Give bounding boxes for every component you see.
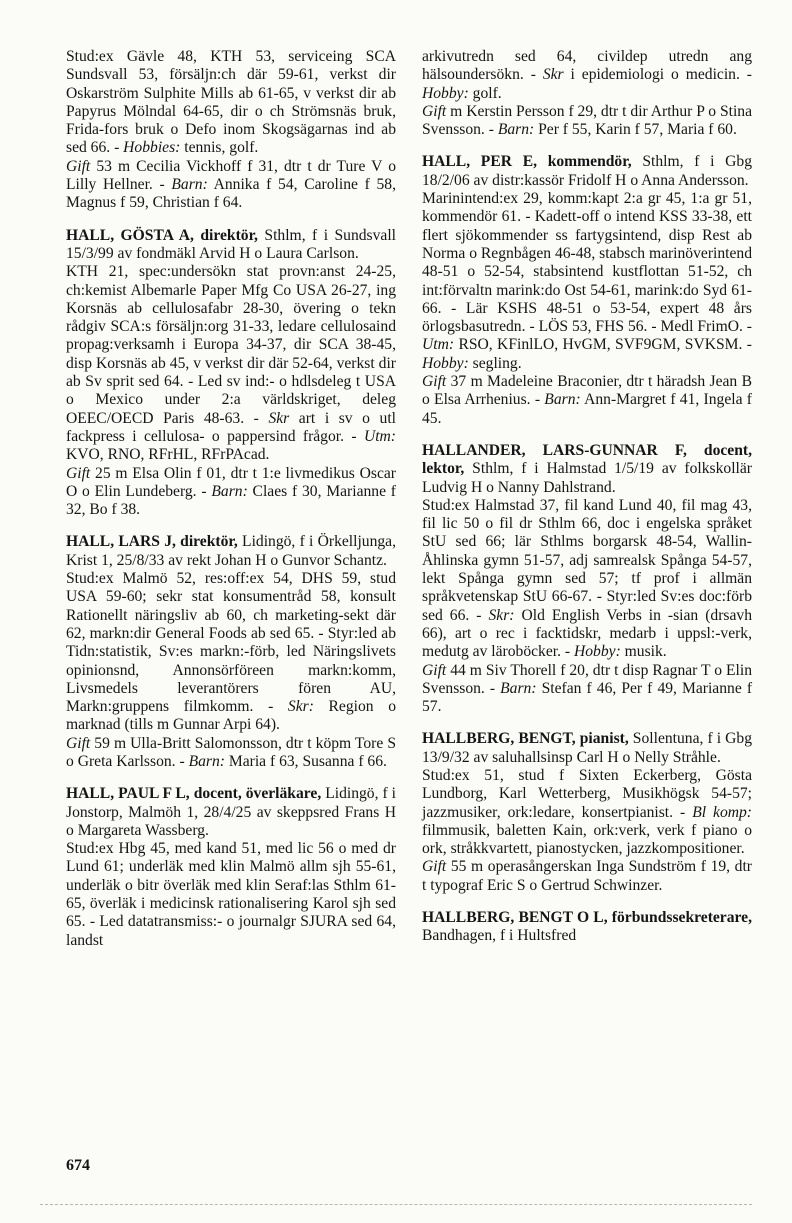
gift-text: 44 m Siv Thorell f 20, dtr t disp Ragnar T o Elin Svensson. - bbox=[422, 661, 752, 697]
entry-hall-paul-continued bbox=[422, 48, 752, 139]
hobby-label: Hobby: bbox=[422, 354, 469, 372]
barn-text: Maria f 63, Susanna f 66. bbox=[224, 752, 387, 770]
gift-label: Gift bbox=[422, 373, 447, 391]
hobby-text: tennis, golf. bbox=[180, 139, 259, 157]
entry-body bbox=[422, 48, 752, 103]
entry-body bbox=[422, 497, 752, 662]
entry-body bbox=[422, 767, 752, 858]
entry-family bbox=[66, 465, 396, 520]
entry-text: Stud:ex Hbg 45, med kand 51, med lic 56 o med dr Lund 61; underläk med klin Malmö allm sjh 55-61, underläk o bitr överläk med klin Seraf:las Sthlm 61-65, överläk i medicinsk rationalisering Karol sjh sed 65. - Led datatransmiss:- o journalgr SJURA sed 64, landst bbox=[66, 840, 396, 949]
barn-text: Claes f 30, Marianne f 32, Bo f 38. bbox=[66, 482, 396, 519]
barn-label: Barn: bbox=[497, 121, 535, 139]
gift-label: Gift bbox=[422, 858, 447, 876]
entry-name: HALLANDER, LARS-GUNNAR F, docent, lektor, bbox=[422, 441, 752, 478]
page-number: 674 bbox=[66, 1157, 90, 1174]
gift-text: m Kerstin Persson f 29, dtr t dir Arthur P o Stina Svensson. - bbox=[422, 102, 752, 139]
utm-text: KVO, RNO, RFrHL, RFrPAcad. bbox=[66, 446, 270, 464]
barn-label: Barn: bbox=[544, 391, 581, 409]
entry-name: HALLBERG, BENGT O L, förbundssekreterare, bbox=[422, 909, 752, 927]
entry-header bbox=[422, 153, 752, 190]
gift-text: 53 m Cecilia Vickhoff f 31, dtr t dr Ture V o Lilly Hellner. - bbox=[66, 157, 396, 194]
skr-text: Old English Verbs in -sian (drsavh 66), art o rec i facktidskr, medarb i uppsl:-verk, medutg av läroböcker. - bbox=[422, 606, 752, 661]
entry-name: HALL, PAUL F L, docent, överläkare, bbox=[66, 785, 322, 803]
gift-text: 25 m Elsa Olin f 01, dtr t 1:e livmedikus Oscar O o Elin Lundeberg. - bbox=[66, 464, 396, 500]
entry-hallberg-bengt bbox=[422, 730, 752, 895]
bottom-divider bbox=[40, 1204, 752, 1205]
hobby-text: musik. bbox=[620, 643, 667, 661]
entry-text: KTH 21, spec:undersökn stat provn:anst 24-25, ch:kemist Albemarle Paper Mfg Co USA 26-27, ing Korsnäs ab cellulosafabr 28-30, övering o tekn rådgiv SCA:s försäljn:org 31-33, ledare cellulosaind propag:verksamh i Europa 34-37, dir SCA 38-45, disp Korsnäs ab 45, v verkst dir där 52-64, verkst dir ab Sv sprit sed 64. - Led sv ind:- o hdlsdeleg t USA o Mexico under 2:a världskriget, deleg OEEC/OECD Paris 48-63. - bbox=[66, 263, 396, 427]
entry-header bbox=[66, 227, 396, 264]
entry-hallander-lars-gunnar bbox=[422, 442, 752, 716]
entry-intro: Sthlm, f i Halmstad 1/5/19 av folkskollär Ludvig H o Nanny Dahlstrand. bbox=[422, 460, 752, 496]
entry-text: Stud:ex 51, stud f Sixten Eckerberg, Gösta Lundborg, Karl Wetterberg, Musikhögsk 54-57; jazzmusiker, ork:ledare, konsertpianist. - bbox=[422, 766, 752, 821]
entry-body bbox=[422, 190, 752, 373]
entry-family bbox=[422, 373, 752, 428]
entry-text: Stud:ex Malmö 52, res:off:ex 54, DHS 59, stud USA 59-60; sekr stat konsumentråd 58, konsult Rationellt näringsliv ab 60, ch marketing-sekt där 62, markn:dir General Foods ab sed 65. - Styr:led ab Tidn:statistik, Sv:es markn:-förb, led Näringslivets opinionsnd, Annonsörföreen markn:komm, Livsmedels leverantörers fören AU, Markn:gruppens filmkomm. - bbox=[66, 570, 396, 716]
entry-header bbox=[422, 442, 752, 497]
entry-family bbox=[422, 858, 752, 895]
skr-label: Skr bbox=[268, 409, 290, 427]
barn-text: Ann-Margret f 41, Ingela f 45. bbox=[422, 391, 752, 427]
entry-body bbox=[66, 48, 396, 158]
skr-text: art i sv o utl fackpress i cellulosa- o pappersind frågor. - bbox=[66, 409, 396, 445]
entry-hallberg-bengt-o-l bbox=[422, 909, 752, 946]
barn-text: Stefan f 46, Per f 49, Marianne f 57. bbox=[422, 679, 753, 716]
entry-hall-gosta bbox=[66, 227, 396, 520]
entry-intro: Lidingö, f i Örkelljunga, Krist 1, 25/8/33 av rekt Johan H o Gunvor Schantz. bbox=[66, 533, 396, 569]
komp-text: filmmusik, baletten Kain, ork:verk, verk f piano o ork, stråkkvartett, pianostycken, jazzkompositioner. bbox=[422, 821, 752, 858]
gift-label: Gift bbox=[422, 102, 447, 120]
barn-label: Barn: bbox=[500, 679, 537, 697]
entry-body bbox=[66, 840, 396, 950]
entry-intro: Sthlm, f i Sundsvall 15/3/99 av fondmäkl Arvid H o Laura Carlson. bbox=[66, 226, 397, 262]
left-column bbox=[66, 48, 396, 964]
komp-label: Bl komp: bbox=[692, 803, 752, 821]
skr-text: i epidemiologi o medicin. - bbox=[563, 66, 752, 84]
barn-label: Barn: bbox=[188, 752, 225, 770]
gift-label: Gift bbox=[66, 734, 91, 752]
gift-label: Gift bbox=[422, 661, 447, 679]
entry-body bbox=[66, 263, 396, 464]
barn-text: Per f 55, Karin f 57, Maria f 60. bbox=[534, 121, 737, 139]
barn-label: Barn: bbox=[171, 176, 208, 194]
gift-text: 59 m Ulla-Britt Salomonsson, dtr t köpm Tore S o Greta Karlsson. - bbox=[66, 734, 396, 770]
entry-hall-per bbox=[422, 153, 752, 427]
barn-text: Annika f 54, Caroline f 58, Magnus f 59, Christian f 64. bbox=[66, 176, 396, 212]
gift-label: Gift bbox=[66, 157, 91, 175]
entry-intro: Sthlm, f i Gbg 18/2/06 av distr:kassör Fridolf H o Anna Andersson. bbox=[422, 153, 752, 189]
gift-text: 55 m operasångerskan Inga Sundström f 19, dtr t typograf Eric S o Gertrud Schwinzer. bbox=[422, 858, 752, 894]
entry-hall-lars bbox=[66, 533, 396, 771]
entry-family bbox=[422, 662, 752, 717]
entry-intro: Sollentuna, f i Gbg 13/9/32 av saluhallsinsp Carl H o Nelly Stråhle. bbox=[422, 730, 752, 766]
skr-text: Region o marknad (tills m Gunnar Arpi 64). bbox=[66, 698, 396, 734]
entry-text: Stud:ex Halmstad 37, fil kand Lund 40, fil mag 43, fil lic 50 o fil dr Sthlm 66, doc i engelska språket StU sed 66; lär Sthlms borgarsk 48-54, Wallin-Åhlinska gymn 51-57, adj samrealsk Spånga 54-57, lekt Spånga gymn sed 57; tf prof i allmän språkvetenskap StU 66-67. - Styr:led Sv:es doc:förb sed 66. - bbox=[422, 496, 752, 624]
entry-family bbox=[66, 735, 396, 772]
entry-hall-continued bbox=[66, 48, 396, 213]
gift-label: Gift bbox=[66, 464, 91, 482]
hobby-text: golf. bbox=[468, 84, 502, 102]
entry-header bbox=[66, 533, 396, 570]
barn-label: Barn: bbox=[211, 482, 248, 500]
entry-name: HALLBERG, BENGT, pianist, bbox=[422, 730, 629, 748]
utm-label: Utm: bbox=[422, 336, 455, 354]
skr-label: Skr: bbox=[488, 606, 515, 624]
entry-header bbox=[66, 785, 396, 840]
entry-body bbox=[66, 570, 396, 735]
skr-label: Skr: bbox=[287, 698, 314, 716]
entry-text: arkivutredn sed 64, civildep utredn ang hälsoundersökn. - bbox=[422, 48, 752, 84]
entry-hall-paul bbox=[66, 785, 396, 950]
utm-label: Utm: bbox=[363, 427, 396, 445]
hobby-label: Hobbies: bbox=[123, 139, 181, 157]
gift-text: 37 m Madeleine Braconier, dtr t häradsh Jean B o Elsa Arrhenius. - bbox=[422, 373, 752, 409]
entry-intro: Lidingö, f i Jonstorp, Malmöh 1, 28/4/25 av skeppsred Frans H o Margareta Wassberg. bbox=[66, 785, 396, 839]
entry-header bbox=[422, 909, 752, 946]
entry-name: HALL, LARS J, direktör, bbox=[66, 533, 238, 551]
hobby-label: Hobby: bbox=[574, 643, 621, 661]
entry-family bbox=[422, 103, 752, 140]
entry-text: Stud:ex Gävle 48, KTH 53, serviceing SCA Sundsvall 53, försäljn:ch där 59-61, verkst dir Oskarström Sulphite Mills ab 61-65, v verkst dir ab Papyrus Mölndal 64-65, dir o ch Strömsnäs bruk, Frida-fors bruk o Defo inom Skogsägarnas ind ab sed 66. - bbox=[66, 48, 396, 157]
hobby-label: Hobby: bbox=[422, 84, 469, 102]
hobby-text: segling. bbox=[468, 354, 522, 372]
entry-text: Marinintend:ex 29, komm:kapt 2:a gr 45, 1:a gr 51, kommendör 61. - Kadett-off o intend KSS 33-38, ett flert sjökommender ss fartygsintend, disp Rest ab Norma o Regnbågen 46-48, stabsch marinöverintend 48-51 o 52-54, stabsintend kustflottan 51-52, ch int:förvaltn marink:do Ost 54-61, marink:do Syd 61-66. - Lär KSHS 48-51 o 53-54, expert 48 års örlogsbasutredn. - LÖS 53, FHS 56. - Medl FrimO. - bbox=[422, 190, 752, 336]
skr-label: Skr bbox=[542, 66, 564, 84]
right-column bbox=[422, 48, 752, 960]
utm-text: RSO, KFinlLO, HvGM, SVF9GM, SVKSM. - bbox=[454, 336, 752, 354]
entry-name: HALL, PER E, kommendör, bbox=[422, 153, 632, 171]
entry-family bbox=[66, 158, 396, 213]
entry-name: HALL, GÖSTA A, direktör, bbox=[66, 226, 258, 244]
entry-intro: Bandhagen, f i Hultsfred bbox=[422, 927, 577, 945]
entry-header bbox=[422, 730, 752, 767]
